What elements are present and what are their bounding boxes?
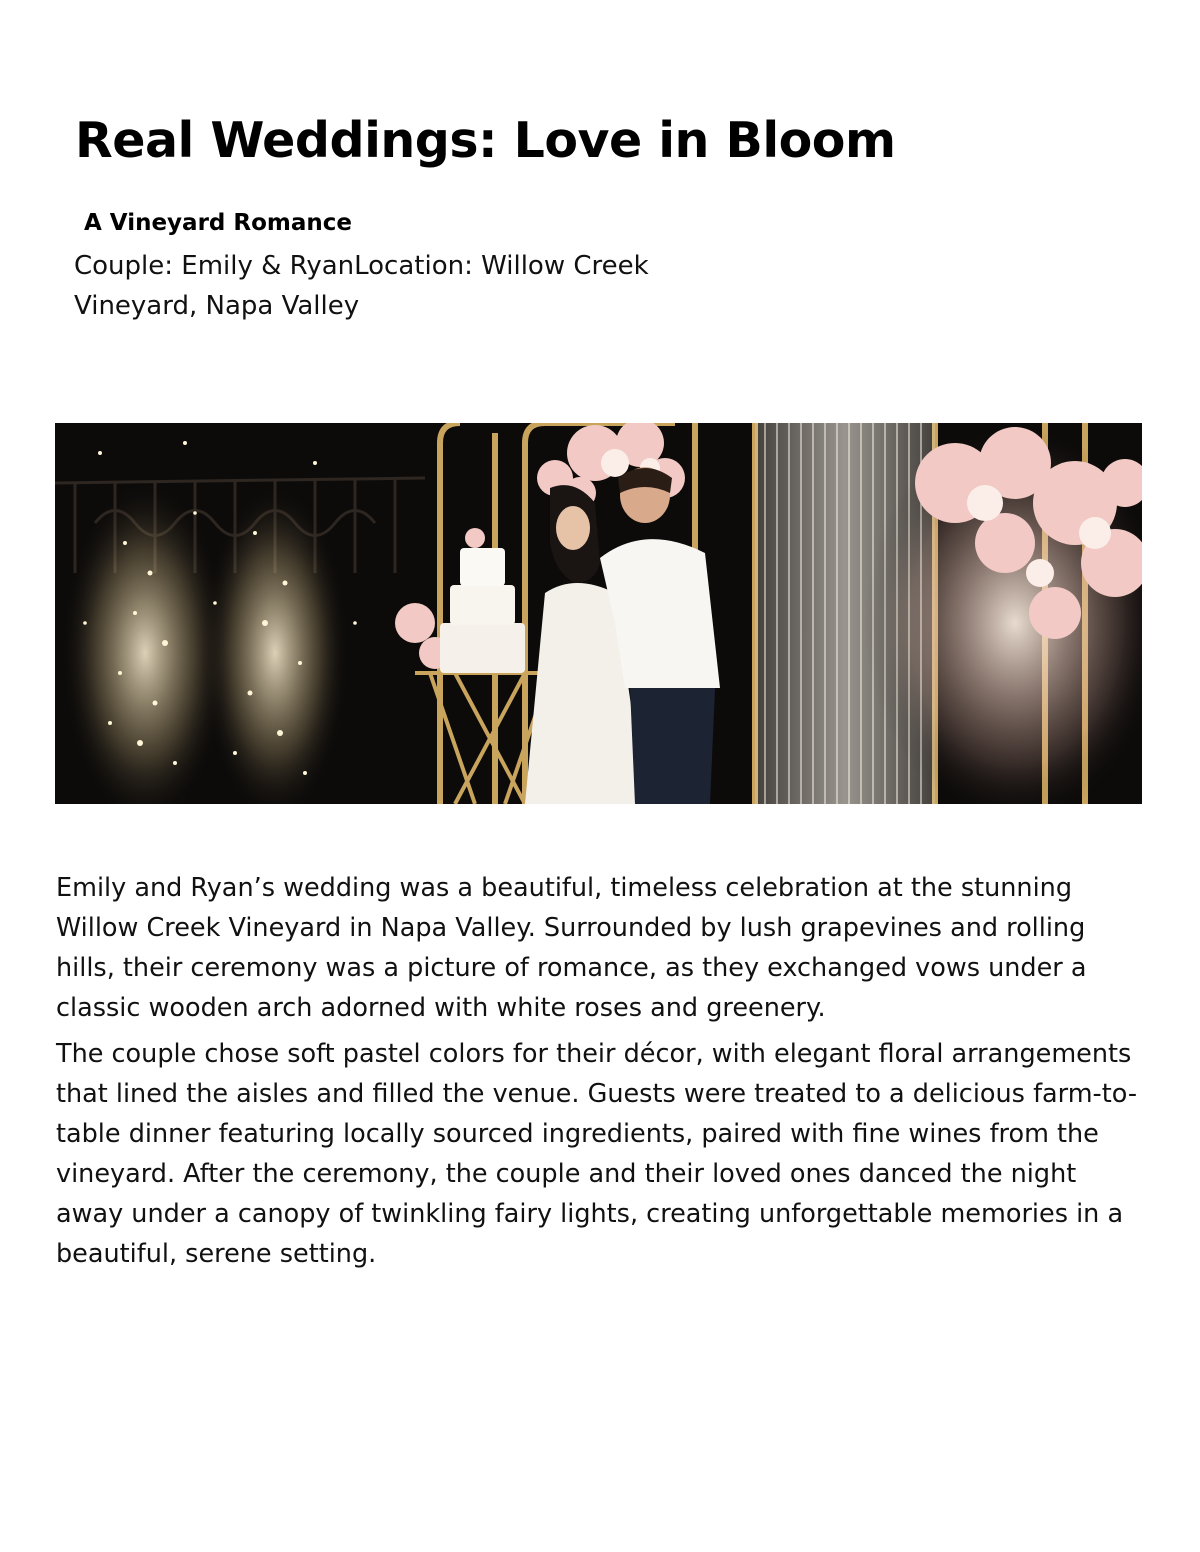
wedding-photo	[55, 423, 1142, 804]
article-body	[56, 868, 1144, 1280]
page-title: Real Weddings: Love in Bloom	[75, 112, 896, 169]
wedding-photo-illustration	[55, 423, 1142, 804]
section-heading: A Vineyard Romance	[84, 210, 352, 236]
wedding-details: Couple: Emily & RyanLocation: Willow Creek Vineyard, Napa Valley	[74, 251, 649, 321]
article-paragraph: Emily and Ryan’s wedding was a beautiful, timeless celebration at the stunning Willow Creek Vineyard in Napa Valley. Surrounded by lush grapevines and rolling hills, their ceremony was a picture of romance, as they exchanged vows under a classic wooden arch adorned with white roses and greenery.	[56, 873, 1087, 1023]
article-paragraph: The couple chose soft pastel colors for their décor, with elegant floral arrangements that lined the aisles and filled the venue. Guests were treated to a delicious farm-to-table dinner featuring locally sourced ingredients, paired with fine wines from the vineyard. After the ceremony, the couple and their loved ones danced the night away under a canopy of twinkling fairy lights, creating unforgettable memories in a beautiful, serene setting.	[56, 1039, 1138, 1269]
